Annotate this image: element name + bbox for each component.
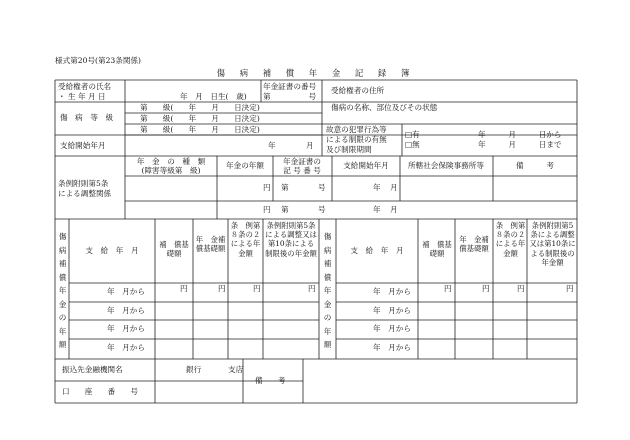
annual-col-art8-2: 条 例第８条の２による年金額	[495, 221, 526, 258]
yen-unit: 円	[263, 183, 271, 192]
from-label-2: 年 月から	[373, 324, 411, 333]
col-cert-sub: 記 号 番 号	[283, 166, 321, 175]
yen-unit: 円	[263, 205, 271, 214]
recipient-address-label: 受給権者の住所	[331, 86, 385, 95]
year-unit: 年	[373, 183, 381, 192]
from-label: 年 月から	[107, 324, 145, 333]
yen-unit: 円	[566, 284, 574, 293]
month-unit: 月	[390, 183, 398, 192]
restriction-to: 年 月 日まで	[478, 140, 562, 149]
annual-col-adjusted: 条例附則第5条による調整又は第10条による制限後の年金額	[265, 221, 317, 258]
annual-col-month: 支 給 年 月	[85, 246, 139, 255]
yen-unit: 円	[517, 284, 525, 293]
col-kind: 年 金 の 種 類	[136, 157, 206, 166]
restriction-label: 故意の犯罪行為等	[326, 125, 387, 134]
annual-col-adjusted-2: 条例附則第5条による調整又は第10条による制限後の年金額	[529, 221, 576, 267]
account-label: 口 座 番 号	[62, 387, 138, 396]
annual-col-month-2: 支 給 年 月	[350, 246, 404, 255]
bank-branch: 支店	[228, 365, 244, 374]
yen-unit: 円	[180, 284, 188, 293]
annual-side-label-2: 傷病補償年金の年額	[323, 232, 332, 349]
birth-suffix: 年 月 日生( 歳)	[180, 92, 247, 101]
from-label: 年 月から	[107, 306, 145, 315]
article5-label: による調整関係	[58, 189, 112, 198]
restriction-label: による制限の有無	[326, 135, 387, 144]
from-label-2: 年 月から	[373, 343, 411, 352]
bank-remarks: 備 考	[255, 376, 286, 385]
year-unit: 年	[373, 205, 381, 214]
yen-unit: 円	[308, 284, 316, 293]
dai-unit: 第	[281, 205, 289, 214]
annual-col-amount-2: 年 金補 償基礎額	[459, 235, 497, 254]
yen-unit: 円	[482, 284, 490, 293]
col-office: 所轄社会保険事務所等	[408, 161, 484, 170]
restriction-no[interactable]: □無	[405, 140, 420, 149]
col-kind-sub: (障害等級第 級)	[141, 166, 201, 175]
bank-name: 銀行	[186, 365, 202, 374]
injury-label: 傷病の名称、部位及びその状態	[331, 103, 438, 112]
payment-start-value: 年 月	[268, 141, 314, 150]
dai-unit: 第	[281, 183, 289, 192]
recipient-name-label: 受給権者の氏名	[58, 82, 112, 91]
col-start: 支給開始年月	[343, 161, 389, 170]
pension-cert-label: 年金証書の番号	[263, 82, 317, 91]
col-cert: 年金証書の	[283, 157, 321, 166]
payment-start-label: 支給開始年月	[60, 141, 106, 150]
restriction-from: 年 月 日から	[478, 130, 562, 139]
page-title: 傷 病 補 償 年 金 記 録 簿	[216, 68, 416, 78]
col-note: 備 考	[516, 161, 554, 170]
restriction-label: 及び制限期間	[326, 145, 372, 154]
form-number: 様式第20号(第23条関係)	[55, 56, 141, 65]
from-label: 年 月から	[107, 343, 145, 352]
annual-col-amount: 年 金補 償基礎額	[195, 235, 233, 254]
month-unit: 月	[390, 205, 398, 214]
pension-cert-number: 第 号	[263, 92, 317, 101]
article5-label: 条例附則第5条	[58, 179, 109, 188]
annual-col-art8: 条 例第８条の２による年金額	[230, 221, 261, 258]
annual-col-base: 補 償基礎額	[159, 240, 189, 259]
yen-unit: 円	[218, 284, 226, 293]
yen-unit: 円	[253, 284, 261, 293]
annual-col-base-2: 補 償基礎額	[422, 240, 452, 259]
from-label-2: 年 月から	[373, 287, 411, 296]
yen-unit: 円	[444, 284, 452, 293]
go-unit: 号	[318, 183, 326, 192]
grade-label: 傷 病 等 級	[60, 113, 114, 122]
col-amount: 年金の年額	[226, 161, 264, 170]
from-label-2: 年 月から	[373, 306, 411, 315]
annual-side-label: 傷病補償年金の年額	[58, 232, 67, 349]
grade-row: 第 級( 年 月 日決定)	[140, 114, 260, 123]
recipient-dob-label: ・ 生 年 月 日	[58, 92, 106, 101]
bank-label: 振込先金融機関名	[62, 365, 123, 374]
grade-row: 第 級( 年 月 日決定)	[140, 125, 260, 134]
from-label: 年 月から	[107, 287, 145, 296]
go-unit: 号	[318, 205, 326, 214]
restriction-yes[interactable]: □有	[405, 130, 420, 139]
grade-row: 第 級( 年 月 日決定)	[140, 103, 260, 112]
